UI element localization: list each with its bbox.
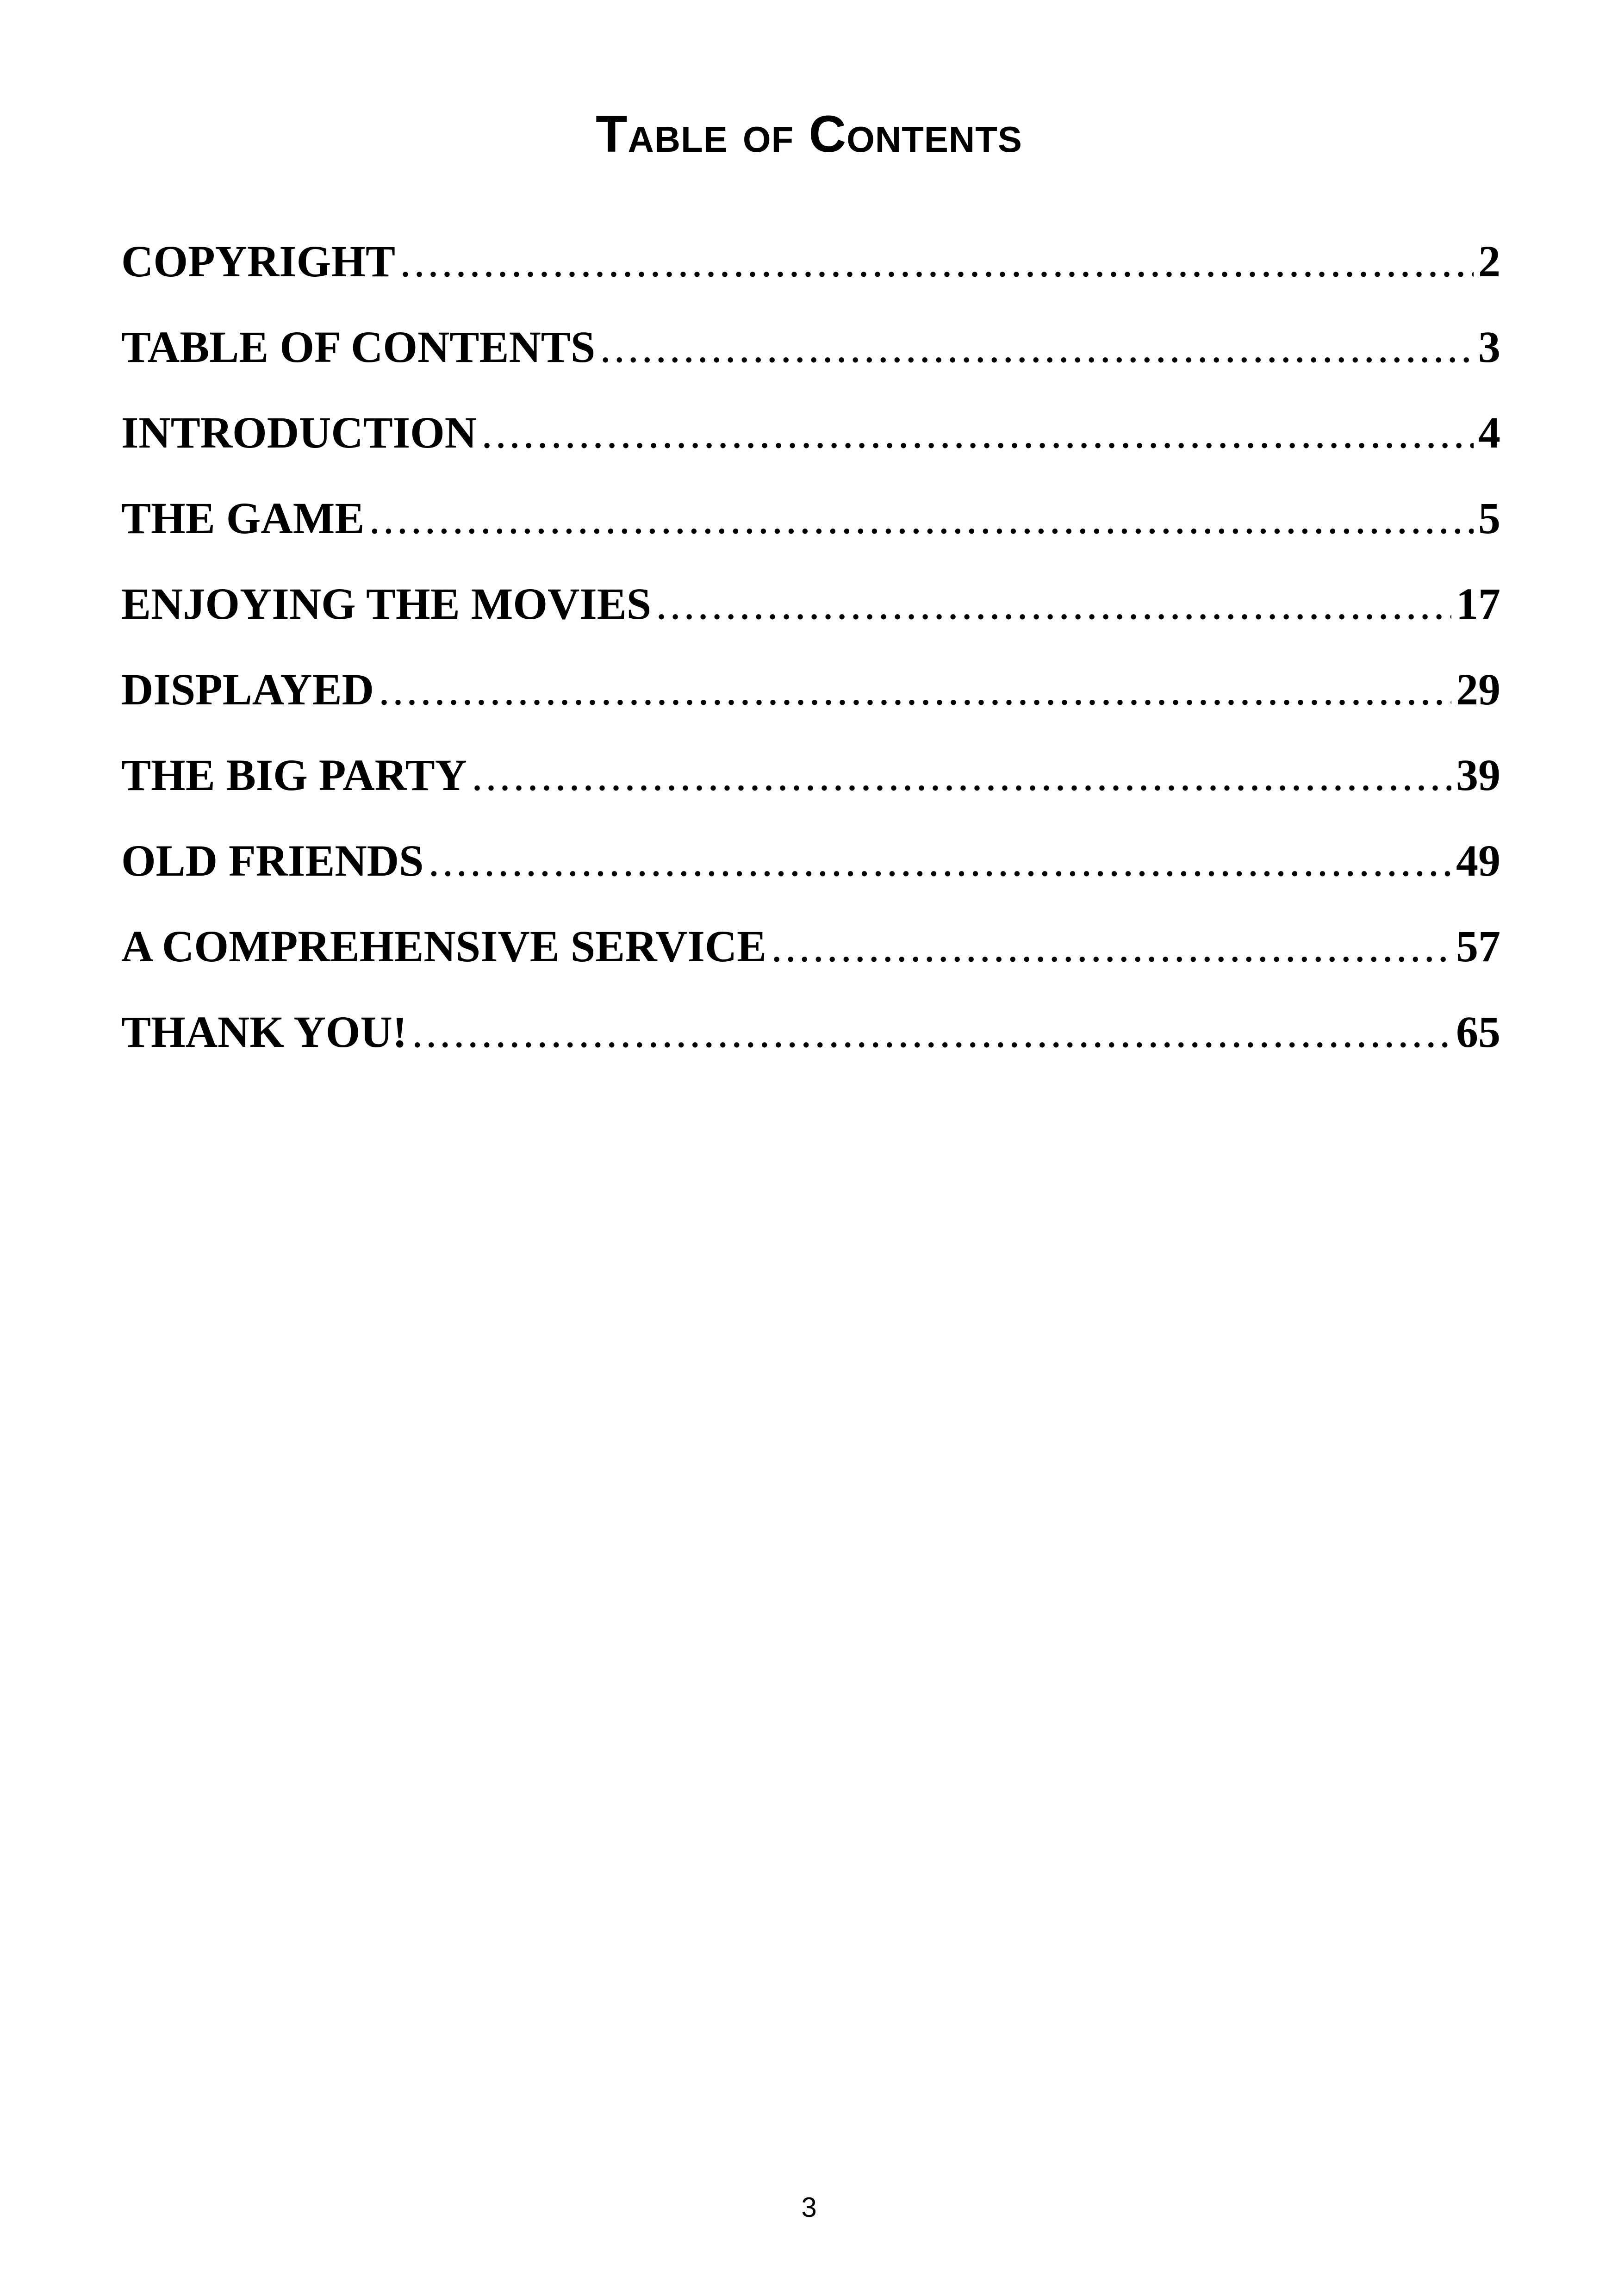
dot-leader xyxy=(428,826,1451,896)
page-title: Table of Contents xyxy=(596,105,1022,163)
toc-entry-a-comprehensive-service[interactable] xyxy=(121,912,1500,997)
dot-leader xyxy=(369,484,1474,553)
toc-entry-thank-you[interactable] xyxy=(121,997,1500,1083)
toc-entry-page: 17 xyxy=(1456,579,1500,628)
toc-entry-label: THANK YOU! xyxy=(121,1007,407,1057)
toc-entry-page: 49 xyxy=(1456,836,1500,885)
page-number: 3 xyxy=(801,2192,817,2223)
dot-leader xyxy=(472,740,1451,810)
toc-entry-introduction[interactable] xyxy=(121,398,1500,484)
toc-entry-page: 39 xyxy=(1456,750,1500,800)
dot-leader xyxy=(771,912,1451,981)
toc-entry-label: A COMPREHENSIVE SERVICE xyxy=(121,921,767,971)
toc-entry-page: 65 xyxy=(1456,1007,1500,1057)
toc-entry-page: 29 xyxy=(1456,665,1500,714)
table-of-contents xyxy=(121,227,1500,1083)
toc-entry-label: INTRODUCTION xyxy=(121,408,477,457)
toc-entry-the-game[interactable] xyxy=(121,484,1500,569)
toc-entry-label: TABLE OF CONTENTS xyxy=(121,322,596,372)
toc-entry-page: 5 xyxy=(1478,493,1500,543)
toc-entry-label: OLD FRIENDS xyxy=(121,836,424,885)
dot-leader xyxy=(600,312,1474,382)
toc-entry-label: THE GAME xyxy=(121,493,365,543)
toc-entry-old-friends[interactable] xyxy=(121,826,1500,912)
toc-entry-table-of-contents[interactable] xyxy=(121,312,1500,398)
toc-entry-label: DISPLAYED xyxy=(121,665,374,714)
toc-entry-page: 57 xyxy=(1456,921,1500,971)
toc-entry-label: COPYRIGHT xyxy=(121,236,396,286)
toc-entry-the-big-party[interactable] xyxy=(121,740,1500,826)
dot-leader xyxy=(481,398,1474,467)
dot-leader xyxy=(412,997,1451,1067)
dot-leader xyxy=(379,655,1451,724)
dot-leader xyxy=(656,569,1451,639)
dot-leader xyxy=(400,227,1474,296)
toc-entry-page: 2 xyxy=(1478,236,1500,286)
toc-entry-label: THE BIG PARTY xyxy=(121,750,467,800)
toc-entry-copyright[interactable] xyxy=(121,227,1500,312)
toc-entry-displayed[interactable] xyxy=(121,655,1500,740)
toc-entry-page: 4 xyxy=(1478,408,1500,457)
toc-entry-enjoying-the-movies[interactable] xyxy=(121,569,1500,655)
toc-entry-label: ENJOYING THE MOVIES xyxy=(121,579,652,628)
toc-entry-page: 3 xyxy=(1478,322,1500,372)
